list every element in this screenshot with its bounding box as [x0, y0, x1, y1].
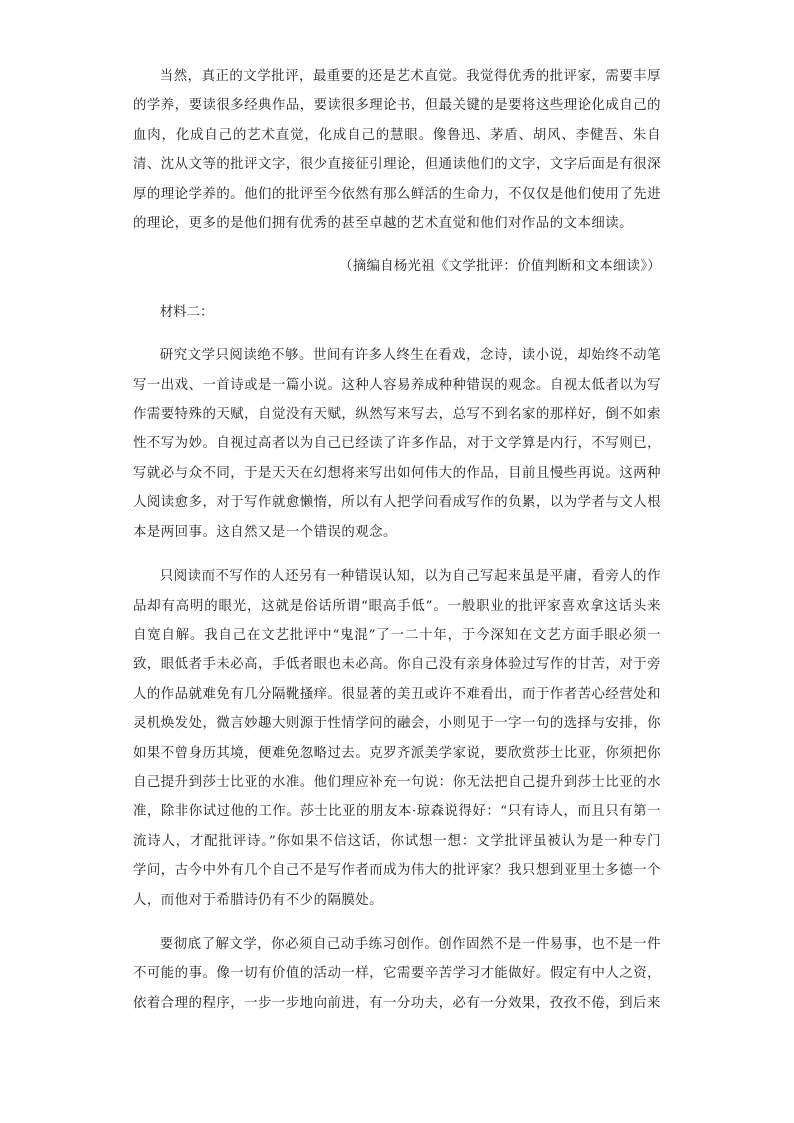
paragraph-reading-not-enough: 研究文学只阅读绝不够。世间有许多人终生在看戏，念诗，读小说，却始终不动笔写一出戏、一首诗或是一篇小说。这种人容易养成种种错误的观念。自视太低者以为写作需要特殊的天赋，自觉没有天赋，纵然写来写去，总写不到名家的那样好，倒不如索性不写为妙。自视过高者以为自己已经读了许多作品，对于文学算是内行，不写则已，写就必与众不同，于是天天在幻想将来写出如何伟大的作品，目前且慢些再说。这两种人阅读愈多，对于写作就愈懒惰，所以有人把学问看成写作的负累，以为学者与文人根本是两回事。这自然又是一个错误的观念。: [133, 348, 661, 540]
section-heading-material-two: 材料二：: [159, 304, 214, 320]
paragraph-eye-high-hand-low: 只阅读而不写作的人还另有一种错误认知，以为自己写起来虽是平庸，看旁人的作品却有高明的眼光，这就是俗话所谓“眼高手低”。一般职业的批评家喜欢拿这话头来自宽自解。我自己在文艺批评中“鬼混”了一二十年，于今深知在文艺方面手眼必须一致，眼低者手未必高，手低者眼也未必高。你自己没有亲身体验过写作的甘苦，对于旁人的作品就难免有几分隔靴搔痒。很显著的美丑或许不难看出，而于作者苦心经营处和灵机焕发处，微言妙趣大则源于性情学问的融会，小则见于一字一句的选择与安排，你如果不曾身历其境，便难免忽略过去。克罗齐派美学家说，要欣赏莎士比亚，你须把你自己提升到莎士比亚的水准。他们理应补充一句说：你无法把自己提升到莎士比亚的水准，除非你试过他的工作。莎士比亚的朋友本·琼森说得好：“只有诗人，而且只有第一流诗人，才配批评诗。”你如果不信这话，你试想一想：文学批评虽被认为是一种专门学问，古今中外有几个自己不是写作者而成为伟大的批评家？我只想到亚里士多德一个人，而他对于希腊诗仍有不少的隔膜处。: [133, 569, 661, 908]
source-citation: （摘编自杨光祖《文学批评：价值判断和文本细读》）: [339, 259, 661, 275]
paragraph-practice-writing: 要彻底了解文学，你必须自己动手练习创作。创作固然不是一件易事，也不是一件不可能的事。像一切有价值的活动一样，它需要辛苦学习才能做好。假定有中人之资，依着合理的程序，一步一步地向前进，有一分功夫，必有一分效果，孜孜不倦，到后来: [133, 936, 661, 1011]
paragraph-material-one-conclusion: 当然，真正的文学批评，最重要的还是艺术直觉。我觉得优秀的批评家，需要丰厚的学养，要读很多经典作品，要读很多理论书，但最关键的是要将这些理论化成自己的血肉，化成自己的艺术直觉，化成自己的慧眼。像鲁迅、茅盾、胡风、李健吾、朱自清、沈从文等的批评文字，很少直接征引理论，但通读他们的文字，文字后面是有很深厚的理论学养的。他们的批评至今依然有那么鲜活的生命力，不仅仅是他们使用了先进的理论，更多的是他们拥有优秀的甚至卓越的艺术直觉和他们对作品的文本细读。: [133, 69, 661, 232]
article-body: [133, 62, 661, 1018]
